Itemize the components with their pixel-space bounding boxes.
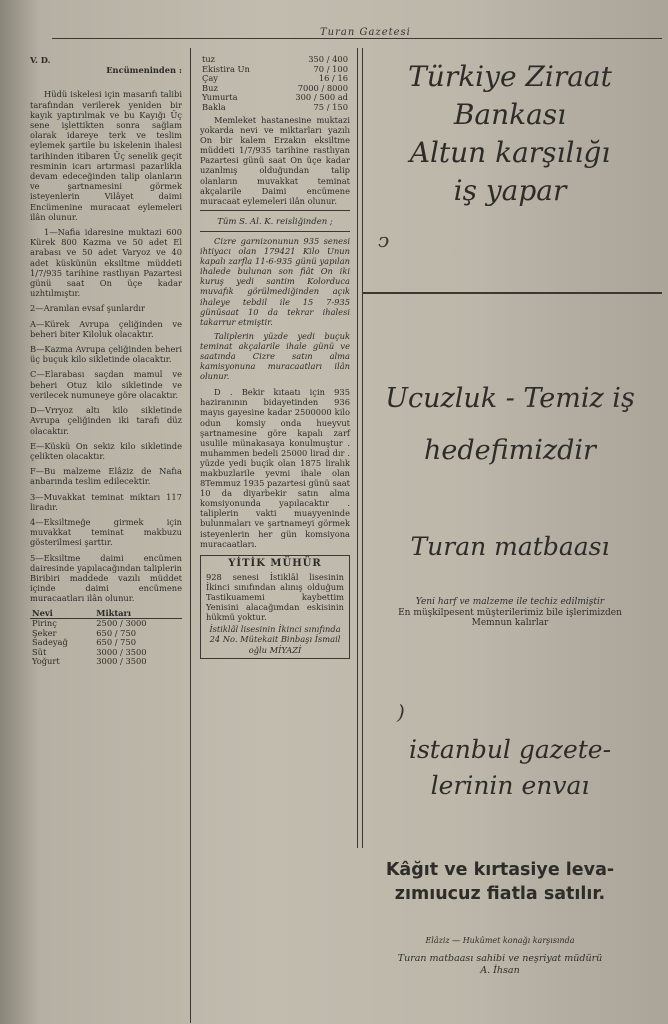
- istanbul-ad: [365, 732, 655, 804]
- table-cell: 3000 / 3500: [96, 646, 147, 657]
- notice-paragraph: 4—Eksiltmeğe girmek için muvakkat teminat makbuzu gösterilmesi şarttır.: [30, 516, 182, 548]
- ad-line: Ucuzluk - Temiz iş: [385, 383, 635, 414]
- table-cell: Çay: [202, 73, 218, 83]
- ink-mark-icon: ↄ: [378, 228, 390, 252]
- column-divider-2: [357, 48, 358, 848]
- notice-paragraph: B—Kazma Avrupa çeliğinden beheri üç buçuk kilo sikletinde olacaktır.: [30, 344, 182, 365]
- notice-paragraph: 3—Muvakkat teminat miktarı 117 liradır.: [30, 491, 182, 512]
- notice-paragraph: F—Bu malzeme Elâziz de Nafıa anbarında teslim edilecektir.: [30, 466, 182, 487]
- table-cell: Yoğurt: [32, 656, 60, 667]
- ucuzluk-ad: [365, 378, 655, 472]
- table-cell: Buz: [202, 82, 218, 93]
- matbaa-title: Turan matbaası: [410, 532, 610, 561]
- heading-left: V. D.: [30, 55, 51, 65]
- table-cell: 70 / 100: [313, 63, 348, 74]
- ink-mark-icon: ): [397, 700, 405, 724]
- cizre-notice-2: Taliplerin yüzde yedi buçuk teminat akçalarile ihale günü ve saatında Cizre satın alma kamisyonuna muracaatları ilân olunur.: [200, 330, 350, 382]
- ad-line: hedefimizdir: [424, 435, 596, 466]
- notice-paragraph: C—Elarabası saçdan mamul ve beheri Otuz kilo sikletinde ve verilecek numuneye göre olacaktır.: [30, 369, 182, 400]
- ad-line: zımıucuz fiatla satılır.: [394, 884, 606, 904]
- header-rule: [52, 38, 662, 39]
- table-cell: 300 / 500 ad: [295, 92, 348, 102]
- ad-line: Türkiye Ziraat: [408, 60, 612, 93]
- table-cell: Sadeyağ: [32, 637, 68, 648]
- table-cell: tuz: [202, 54, 216, 64]
- notice-paragraph: D—Vrryoz altı kilo sikletinde Avrupa çeliğinden iki tarafı düz olacaktır.: [30, 405, 182, 436]
- ad-line: Kâğıt ve kırtasiye leva-: [385, 860, 615, 880]
- table-row: [30, 657, 182, 667]
- header-title: Turan Gazetesi: [320, 27, 411, 38]
- table-cell: Yumurta: [202, 92, 238, 102]
- table-cell: 650 / 750: [96, 637, 137, 648]
- table-header: Miktarı: [94, 609, 182, 619]
- hospital-notice: Memleket hastanesine muktazi yokarda nevi ve miktarları yazılı On bir kalem Erzakın eksiltme müddeti 1/7/935 tarihine rastlıyan Pazartesi günü saat On üçe kadar uzanlmış olduğundan talip olanların muvakkat teminat akçalarile Daimi encümene muracaat eylemeleri ilân olunur.: [200, 115, 350, 206]
- ad-line: istanbul gazete-: [408, 735, 612, 764]
- notice-paragraph: 1—Nafia idaresine muktazi 600 Kürek 800 Kazma ve 50 adet El arabası ve 50 adet Varyoz ve 40 adet küskünün eksiltme müddeti 1/7/935 tarihine rastlıyan Pazartesi günü saat On üçe kadar uzhtılmıştır.: [30, 227, 182, 299]
- lost-seal-box: [200, 555, 350, 659]
- notice-paragraph: E—Küskü On sekiz kilo sikletinde çelikten olacaktır.: [30, 440, 182, 461]
- table-cell: 7000 / 8000: [297, 82, 348, 93]
- ad-line: Altun karşılığı: [409, 136, 611, 169]
- table-header: Nevi: [30, 609, 94, 619]
- table-cell: 75 / 150: [313, 101, 348, 112]
- table-cell: Bakla: [202, 101, 226, 112]
- box-sign: İstiklâl lisesinin İkinci sınıfında 24 No. Mütekait Binbaşı İsmail oğlu MİYAZİ: [209, 624, 341, 655]
- provisions-table: [30, 609, 182, 667]
- ad-line: iş yapar: [453, 174, 567, 207]
- kirtasiye-ad: [350, 858, 650, 906]
- table-cell: Şeker: [32, 627, 57, 638]
- table-cell: Ekistira Un: [202, 63, 250, 74]
- table-row: [200, 103, 350, 113]
- box-text: 928 senesi İstiklâl lisesinin İkinci sınıfından alınış olduğum Tastikuamemi kaybettim Yenisini alacağımdan eskisinin hükmü yoktur.: [206, 571, 344, 623]
- ad-subline: En müşkilpesent müşterilerimiz bile işlerimizden: [398, 607, 622, 618]
- notice-paragraph: 2—Aranılan evsaf şunlardır: [30, 303, 146, 314]
- notice-paragraphs: [30, 89, 182, 603]
- ziraat-ad: [365, 58, 655, 210]
- ad-separator: [362, 292, 662, 294]
- matbaa-subtext: [365, 597, 655, 629]
- ad-subline: Memnun kalırlar: [471, 618, 549, 628]
- supplies-table: [200, 55, 350, 112]
- ad-subline: Yeni harf ve malzeme ile techiz edilmiştir: [415, 597, 605, 607]
- table-cell: 350 / 400: [308, 54, 348, 64]
- column-encumen: [30, 55, 182, 667]
- table-cell: Pirinç: [32, 618, 57, 629]
- table-cell: Süt: [32, 646, 47, 657]
- ad-line: lerinin envaı: [430, 771, 590, 800]
- column-divider-1: [190, 48, 191, 1023]
- table-cell: 3000 / 3500: [96, 656, 147, 667]
- notice-paragraph: Hüdü iskelesi için masarıfı talibi tarafından verilerek yeniden bir kayık yaptırılmak ve bu Kayığı Üç sene işlettikten sonra sağlam olarak idareye terk ve teslim eylemek şartile bu iskelenin ihalesi tarihinden itibaren Üç senelik geçit resminin icarı artırmasi pazarlikla devam edeceğinden talip olanların ve şartnamesini görmek isteyenlerin Vilâyet daimi Encümenine muracaat eylemeleri ilân olunur.: [30, 89, 182, 222]
- section-heading: Tüm S. Al. K. reisliğinden ;: [217, 216, 333, 227]
- footer-line: Turan matbaası sahibi ve neşriyat müdürü: [397, 953, 603, 964]
- table-cell: 650 / 750: [96, 627, 137, 638]
- ad-line: Bankası: [453, 98, 567, 131]
- notice-paragraph: 5—Eksiltme daimi encümen dairesinde yapılacağından taliplerin Biribiri maddede vazılı müddet içinde daimi encümene muracaatları ilân olunur.: [30, 552, 182, 604]
- box-title: YİTİK MÜHÜR: [228, 557, 322, 569]
- table-cell: 2500 / 3000: [96, 618, 147, 629]
- footer-line: A. İhsan: [480, 965, 520, 976]
- publisher-footer: [350, 935, 650, 977]
- bekir-notice: D . Bekir kıtaatı için 935 haziranının bidayetinden 936 mayıs gayesine kadar 2500000 kilo odun komsiy onda hueyvut şartnamesine göre kapalı zarf usulile münakasaya konulmuştur . muhammen bedeli 25000 lirad dır . yüzde yedi buçik olan 1875 liralık makbuzlarile yevmi ihale olan 8Temmuz 1935 pazartesi günü saat 10 da diyarbekir satın alma komsiyonunda yapılacaktır . taliplerin vakti muayyeninde bulunmaları ve şartnameyi görmek isteyenlerin her gün komsiyona muracaatları.: [200, 387, 350, 549]
- heading-right: Encümeninden :: [106, 65, 182, 76]
- column-divider-2b: [362, 48, 363, 848]
- cizre-notice: Cizre garnizonunun 935 senesi ihtiyacı olan 179421 Kilo Unun kapalı zarfla 11-6-935 günü yapılan ihalede bulunan son fiât On iki kuruş yedi santim Kolorduca muvafık görülmediğinden açık ihaleye tebdil ile 15 7-935 günüsaat 10 da tekrar ihalesi takarrur etmiştir.: [200, 235, 350, 327]
- notice-paragraph: A—Kürek Avrupa çeliğinden ve beheri biter Kiloluk olacaktır.: [30, 318, 182, 339]
- column-notices: [200, 55, 350, 659]
- table-cell: 16 / 16: [318, 73, 348, 83]
- footer-line: Elâziz — Hukûmet konağı karşısında: [425, 936, 575, 945]
